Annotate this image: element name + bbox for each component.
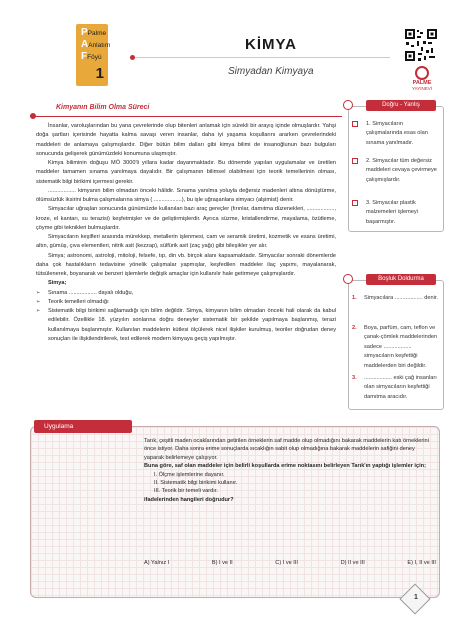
panel-bullet-icon: [343, 100, 353, 110]
statement-item: II. Sistematik bilgi birikimi kullanır.: [154, 480, 238, 487]
paragraph: Kimya biliminin doğuşu MÖ 3000'li yıllara kadar dayanmaktadır. Bu dönemde yapılan uygulamalar ve üretilen maddeler tamamen sınama yanılmaya dayalıdır. Bir çalışmanın bilimsel olabilmesi için teorik temellerinin olması, sistematik bilgi birikimi içermesi gerekir.: [36, 160, 336, 185]
section-title: Kimyanın Bilim Olma Süreci: [56, 104, 150, 111]
page-number: 1: [414, 594, 418, 601]
page-subtitle: Simyadan Kimyaya: [228, 66, 314, 77]
fill-blank-item: 3. .................. eski çağ insanları olan simyacıların keşfettiği damıtma aracıdır.: [352, 375, 437, 400]
true-false-item: 1. Simyacıların çalışmalarında esas olan sınama yanılmadır.: [352, 120, 440, 148]
section-divider: [30, 116, 342, 117]
true-false-title: Doğru - Yanlış: [366, 100, 436, 111]
checkbox[interactable]: [352, 200, 358, 206]
section-bullet-icon: [30, 113, 36, 119]
panel-bullet-icon: [343, 274, 353, 284]
true-false-item: 3. Simyacılar plastik malzemeleri işlemeyi başarmıştır.: [352, 199, 440, 227]
paragraph: Simyacılar uğraşları sonucunda günümüzde kullanılan bazı araç gereçler (fırınlar, damıtma düzenekleri, .................., kroze, el kantarı, su terazisi) keşfetmişler ve de geliştirmişlerdir. Ayrıca süzme, kristallendirme, mayalama, özütleme, çöyme gibi teknikleri bulmuşlardır.: [36, 206, 336, 231]
fill-blank-item: 2. Boya, parfüm, cam, teflon ve çanak-çömlek maddelerinden sadece .................. simyacıların keşfettiği maddelerden biri değildir.: [352, 325, 438, 369]
true-false-item: 2. Simyacılar tüm değersiz maddeleri cevaya çevirmeye çalışmışlardır.: [352, 157, 440, 185]
statement-item: III. Teorik bir temeli vardır.: [154, 488, 218, 495]
option-e[interactable]: E) I, II ve III: [407, 560, 436, 566]
application-title: Uygulama: [34, 420, 132, 433]
fill-blank-item: 1. Simyacılara .................. denir.: [352, 295, 438, 301]
fill-blank-title: Boşluk Doldurma: [366, 274, 436, 285]
paragraph: .................. kimyanın bilim olmadan önceki hâlidir. Sınama yanılma yoluyla değersiz madenleri altına dönüştürme, ölümsüzlük iksirini bulma çalışmalarına simya ( ..................), bu işle uğraşanlara simyacı (alşimist) denir.: [36, 187, 336, 203]
application-intro: Tarık, çeşitli maden ocaklarından getirilen örneklerin saf madde olup olmadığını bakarak maddelerin katı örneklerini önce istiyor. Daha sonra erime sonuçlarda sıcaklığın sabit olup olmadığına bakarak maddelerin safiğini deney yaparak belirlemeye çalışıyor.: [144, 438, 429, 461]
application-question: Buna göre, saf olan maddeler için belirli koşullarda erime noktasını belirleyen Tarık'ın yaptığı işlemler için;: [144, 463, 426, 470]
statement-item: I. Ölçme işlemlerine dayanır.: [154, 471, 225, 478]
paragraph: Simya; astronomi, astroloji, mitoloji, felsefe, tıp, din vb. birçok alanı kapsamaktadır. Simyacılar sonraki dönemlerde daha çok hastalıkların tedavisine yönelik çalışmalar yapmışlar, keşfedilen maddeler ilaç yapımı, mayalanarak, tütsülenerek, boyanarak ve benzeri işlemlerle değişik amaçlar için kullanılır hale getirmeye çalışmışlardır.: [36, 252, 336, 277]
list-item: ➢ Sistematik bilgi birikimi sağlamadığı için bilim değildir. Simya, kimyanın bilim olmadan önceki hali olarak da kabul edilebilir. Özellikle 18. yüzyılın sonlarına doğru deneyler sistematik bir şekilde yapılmaya başlanmış, terazi kullanılmaya başlanmıştır. Kullanılan maddelerin kütlesi ölçülerek nicel ilişkiler kurulmuş, teoriler doğrudan deney sonuçları ile ilişkilendirilerek, test edilerek modern kimyaya geçiş yapılmıştır.: [36, 307, 336, 344]
list-item: ➢ Teorik temelleri olmadığı: [36, 298, 336, 307]
checkbox[interactable]: [352, 158, 358, 164]
page-title: KİMYA: [245, 36, 297, 53]
badge-line-2: AAnlatım: [81, 39, 111, 50]
paragraph: İnsanlar, varoluşlarından bu yana çevrelerinde olup bitenleri anlamak için sürekli bir arayış içinde olmuşlardır. Yahşi doğa şartları içerisinde hayatta kalma savaşı veren insanlar, daha iyi yaşama koşullarını ararken çevrelerindeki maddeleri de anlamaya çalışmışlardır. Diğer bütün bilim dalları gibi kimya bilimi de insanoğlunun bazı bulguları sonucunda gelişerek günümüzdeki konumuna ulaşmıştır.: [36, 123, 336, 157]
badge-number: 1: [95, 65, 104, 82]
badge-line-1: PPalme: [81, 27, 107, 38]
main-body: [36, 122, 336, 344]
list-item: ➢ Sınama .................. dayalı olduğu,: [36, 289, 336, 298]
paragraph: Simyacıların keşifleri arasında mürekkep, metallerin işlenmesi, cam ve seramik üretimi, kozmetik ve esans üretimi, altın, gümüş, çıva elementleri, nitrik asit (kezzap), sülfürik asit (zaç yağı) gibi bileşikler yer alır.: [36, 234, 336, 250]
application-text: [144, 437, 434, 504]
list-intro: Simya;: [48, 280, 67, 287]
badge-line-3: FFöyü: [81, 51, 102, 62]
option-d[interactable]: D) II ve III: [340, 560, 365, 566]
publisher-logo: PALME YAYINEVİ: [400, 66, 444, 91]
qr-code-icon[interactable]: [404, 28, 438, 62]
logo-ring-icon: [415, 66, 429, 80]
option-c[interactable]: C) I ve III: [275, 560, 298, 566]
title-divider: [130, 57, 390, 58]
application-prompt: ifadelerinden hangileri doğrudur?: [144, 496, 234, 503]
checkbox[interactable]: [352, 121, 358, 127]
palme-anlatim-foyu-badge: [76, 24, 111, 86]
answer-options: [144, 560, 436, 566]
option-b[interactable]: B) I ve II: [211, 560, 233, 566]
option-a[interactable]: A) Yalnız I: [144, 560, 170, 566]
